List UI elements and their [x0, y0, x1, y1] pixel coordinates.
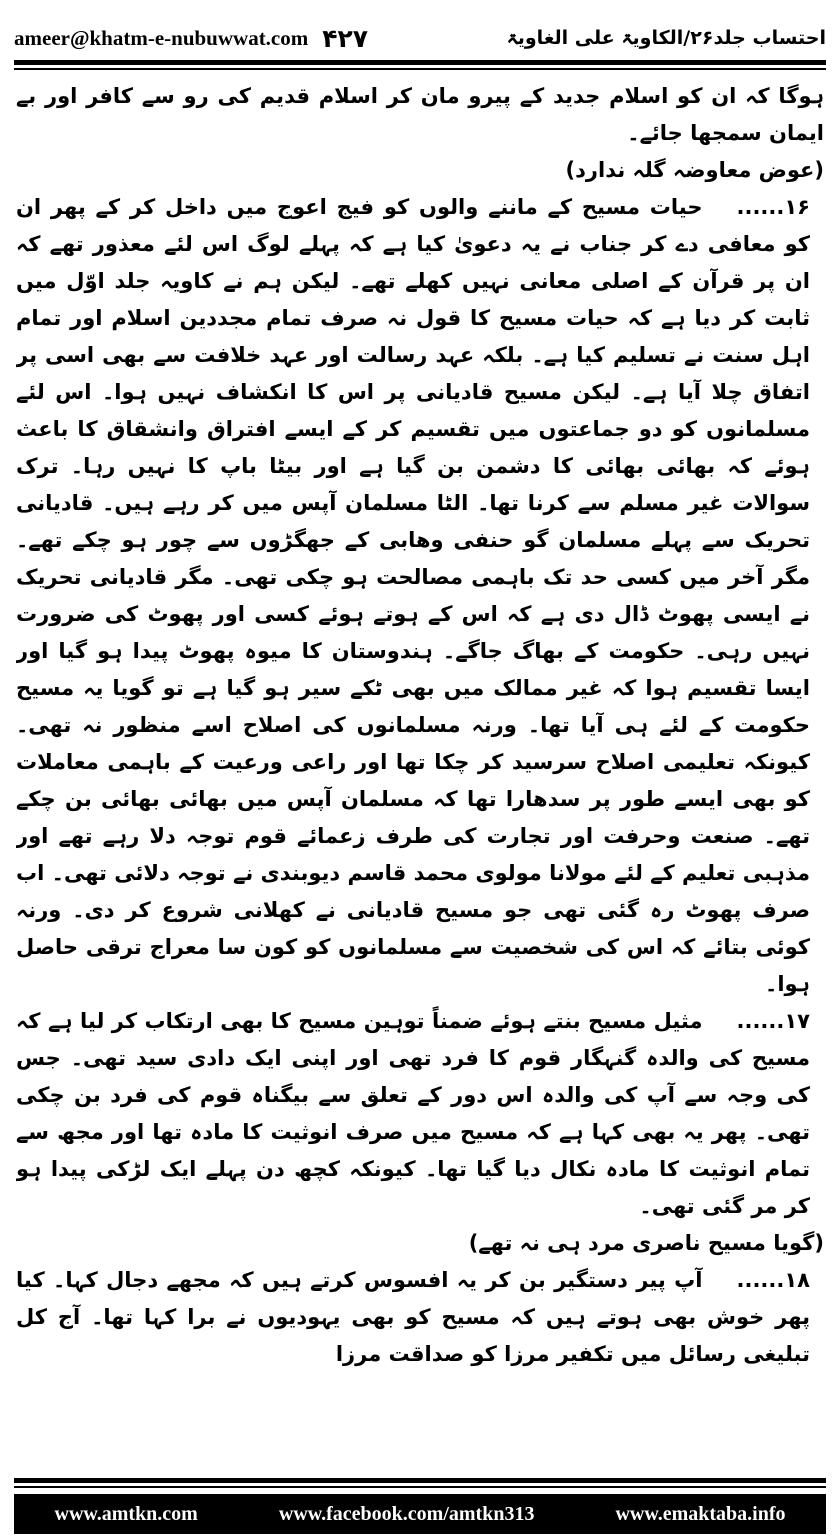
- paragraph-16-number: ۱۶......: [736, 195, 810, 219]
- footer-rule-thick: [14, 1478, 826, 1483]
- header-rule-thick: [14, 60, 826, 65]
- header-left: [14, 24, 368, 53]
- paragraph-17-aside: (گویا مسیح ناصری مرد ہی نہ تھے): [468, 1231, 824, 1255]
- book-title: احتساب جلد۲۶/الکاویۃ علی الغاویۃ: [506, 27, 826, 49]
- paragraph-16: [16, 189, 824, 1003]
- footer-link-facebook[interactable]: www.facebook.com/amtkn313: [278, 1502, 535, 1525]
- header-email[interactable]: ameer@khatm-e-nubuwwat.com: [14, 25, 309, 50]
- paragraph-18-text: آپ پیر دستگیر بن کر یہ افسوس کرتے ہیں کہ مجھے دجال کہا۔ کیا پھر خوش بھی ہوتے ہیں کہ مسیح کو بھی یہودیوں نے برا کہا تھا۔ آج کل تبلیغی رسائل میں تکفیر مرزا کو صداقت مرزا: [16, 1268, 810, 1366]
- paragraph-16-text: حیات مسیح کے ماننے والوں کو فیج اعوج میں داخل کر کے پھر ان کو معافی دے کر جناب نے یہ دعویٰ کیا ہے کہ پہلے لوگ اس لئے معذور تھے کہ ان پر قرآن کے اصلی معانی نہیں کھلے تھے۔ لیکن ہم نے کاویہ جلد اوّل میں ثابت کر دیا ہے کہ حیات مسیح کا قول نہ صرف تمام مجددین اسلام اور تمام اہل سنت نے تسلیم کیا ہے۔ بلکہ عہد رسالت اور عہد خلافت سے بھی اسی پر اتفاق چلا آیا ہے۔ لیکن مسیح قادیانی پر اس کا انکشاف نہیں ہوا۔ اس لئے مسلمانوں کو دو جماعتوں میں تقسیم کر کے ایسے افتراق وانشقاق کا باعث ہوئے کہ بھائی بھائی کا دشمن بن گیا ہے اور بیٹا باپ کا نہیں رہا۔ ترک سوالات غیر مسلم سے کرنا تھا۔ الٹا مسلمان آپس میں کر رہے ہیں۔ قادیانی تحریک سے پہلے مسلمان گو حنفی وھابی کے جھگڑوں سے چور ہو چکے تھے۔ مگر آخر میں کسی حد تک باہمی مصالحت ہو چکی تھی۔ مگر قادیانی تحریک نے ایسی پھوٹ ڈال دی ہے کہ اس کے ہوتے ہوئے کسی اور پھوٹ کی ضرورت نہیں رہی۔ حکومت کے بھاگ جاگے۔ ہندوستان کا میوہ پھوٹ پیدا ہو گیا اور ایسا تقسیم ہوا کہ غیر ممالک میں بھی ٹکے سیر ہو گیا ہے تو گویا یہ مسیح حکومت کے لئے ہی آیا تھا۔ ورنہ مسلمانوں کی اصلاح اسے منظور نہ تھی۔ کیونکہ تعلیمی اصلاح سرسید کر چکا تھا اور راعی ورعیت کے باہمی معاملات کو بھی ایسے طور پر سدھارا تھا کہ مسلمان آپس میں بھائی بھائی بن چکے تھے۔ صنعت وحرفت اور تجارت کی طرف زعمائے قوم توجہ دلا رہے تھے اور مذہبی تعلیم کے لئے مولانا مولوی محمد قاسم دیوبندی نے توجہ دلائی تھی۔ اب صرف پھوٹ رہ گئی تھی جو مسیح قادیانی نے کھلانی شروع کر دی۔ ورنہ کوئی بتائے کہ اس کی شخصیت سے مسلمانوں کو کون سا معراج ترقی حاصل ہوا۔: [16, 195, 810, 996]
- paragraph-18-number: ۱۸......: [736, 1268, 810, 1292]
- page-body: [16, 78, 824, 1458]
- intro-line-1: ہوگا کہ ان کو اسلام جدید کے پیرو مان کر اسلام قدیم کی رو سے کافر اور بے ایمان سمجھا جائے۔: [16, 84, 824, 145]
- footer-link-emaktaba[interactable]: www.emaktaba.info: [615, 1502, 786, 1525]
- footer-link-amtkn[interactable]: www.amtkn.com: [54, 1502, 198, 1525]
- intro-line-2: (عوض معاوضہ گلہ ندارد): [565, 158, 824, 182]
- paragraph-18: [16, 1262, 824, 1373]
- footer-rule-thin: [14, 1486, 826, 1488]
- paragraph-17-text: مثیل مسیح بنتے ہوئے ضمناً توہین مسیح کا بھی ارتکاب کر لیا ہے کہ مسیح کی والدہ گنہگار قوم کا فرد تھی اور اپنی ایک دادی سید تھی۔ جس کی وجہ سے آپ کی والدہ اس دور کے تعلق سے بیگناہ قوم کی فرد بن چکی تھی۔ پھر یہ بھی کہا ہے کہ مسیح میں صرف انوثیت کا مادہ تھا اور مجھ سے تمام انوثیت کا مادہ نکال دیا گیا تھا۔ کیونکہ کچھ دن پہلے ایک لڑکی پیدا ہو کر مر گئی تھی۔: [16, 1009, 810, 1218]
- page-footer: [14, 1494, 826, 1534]
- header-rule-thin: [14, 68, 826, 70]
- page-header: [14, 18, 826, 58]
- page-number: ۴۲۷: [322, 23, 369, 53]
- paragraph-17: [16, 1003, 824, 1225]
- paragraph-17-number: ۱۷......: [736, 1009, 810, 1033]
